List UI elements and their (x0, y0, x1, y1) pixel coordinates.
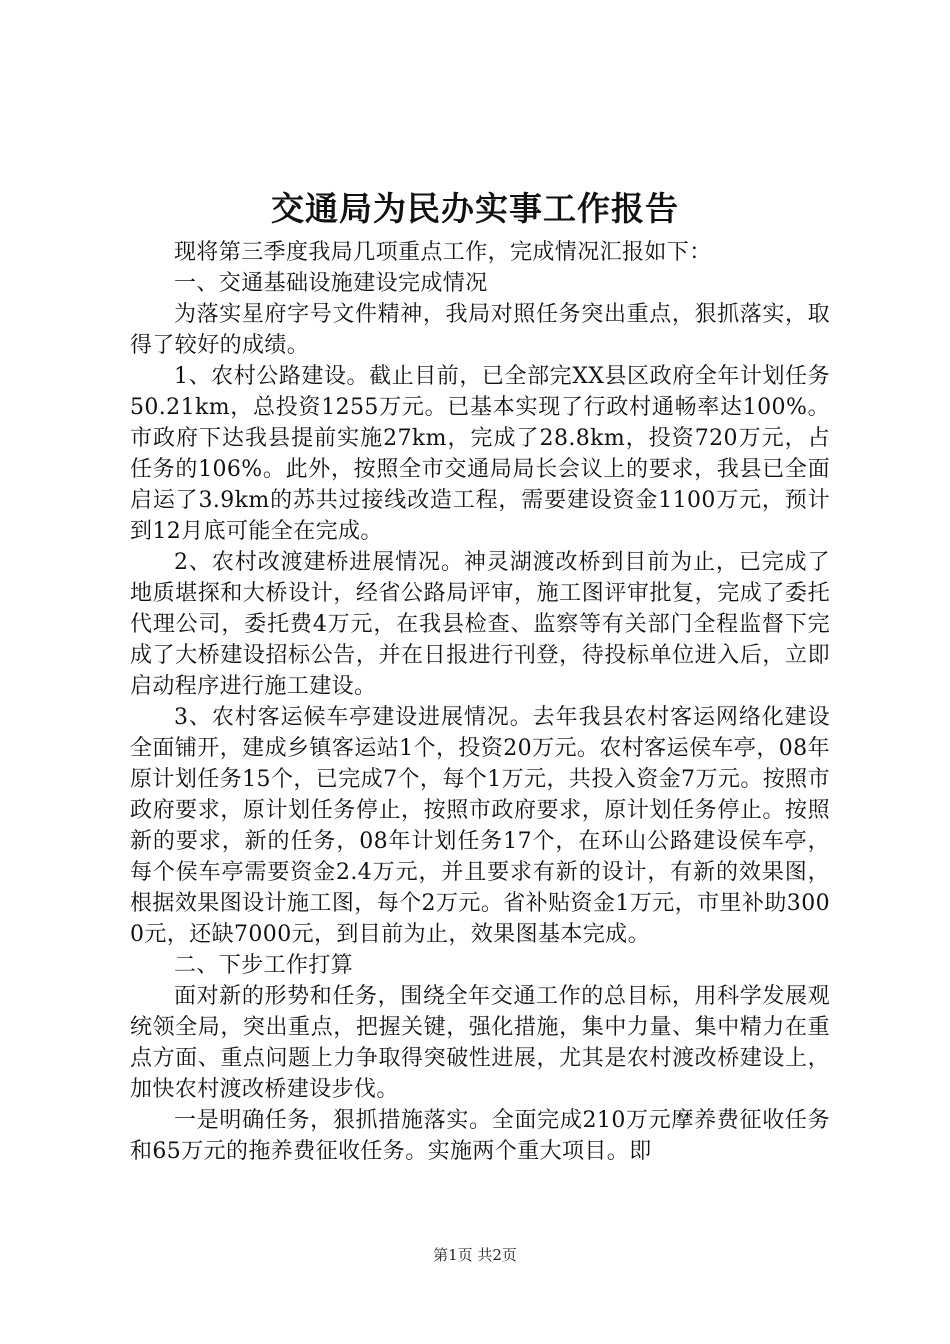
document-title: 交通局为民办实事工作报告 (271, 189, 679, 228)
ferry-bridge-paragraph: 2、农村改渡建桥进展情况。神灵湖渡改桥到目前为止，已完成了地质堪探和大桥设计，经省公路局评审，施工图评审批复，完成了委托代理公司，委托费4万元，在我县检查、监察等有关部门全程监督下完成了大桥建设招标公告，并在日报进行刊登，待投标单位进入后，立即启动程序进行施工建设。 (130, 550, 830, 699)
section-heading-1: 一、交通基础设施建设完成情况 (174, 271, 488, 296)
bus-shelter-paragraph: 3、农村客运候车亭建设进展情况。去年我县农村客运网络化建设全面铺开，建成乡镇客运站1个，投资20万元。农村客运侯车亭，08年原计划任务15个，已完成7个，每个1万元，共投入资金7万元。按照市政府要求，原计划任务停止，按照市政府要求，原计划任务停止。按照新的要求，新的任务，08年计划任务17个，在环山公路建设侯车亭，每个侯车亭需要资金2.4万元，并且要求有新的设计，有新的效果图，根据效果图设计施工图，每个2万元。省补贴资金1万元，市里补助3000元，还缺7000元，到目前为止，效果图基本完成。 (130, 705, 830, 947)
section-1-intro-paragraph: 为落实星府字号文件精神，我局对照任务突出重点，狠抓落实，取得了较好的成绩。 (130, 302, 830, 358)
task-paragraph: 一是明确任务，狠抓措施落实。全面完成210万元摩养费征收任务和65万元的拖养费征收任务。实施两个重大项目。即 (130, 1108, 830, 1164)
section-heading-2: 二、下步工作打算 (174, 953, 354, 978)
intro-paragraph: 现将第三季度我局几项重点工作，完成情况汇报如下： (174, 240, 712, 265)
next-steps-paragraph: 面对新的形势和任务，围绕全年交通工作的总目标，用科学发展观统领全局，突出重点，把握关键，强化措施，集中力量、集中精力在重点方面、重点问题上力争取得突破性进展，尤其是农村渡改桥建设上，加快农村渡改桥建设步伐。 (130, 984, 830, 1102)
document-body (130, 237, 830, 1167)
page-footer: 第1页 共2页 (433, 1246, 517, 1264)
rural-road-paragraph: 1、农村公路建设。截止目前，已全部完XX县区政府全年计划任务50.21km，总投资1255万元。已基本实现了行政村通畅率达100%。市政府下达我县提前实施27km，完成了28.8km，投资720万元，占任务的106%。此外，按照全市交通局局长会议上的要求，我县已全面启运了3.9km的苏共过接线改造工程，需要建设资金1100万元，预计到12月底可能全在完成。 (130, 364, 830, 544)
